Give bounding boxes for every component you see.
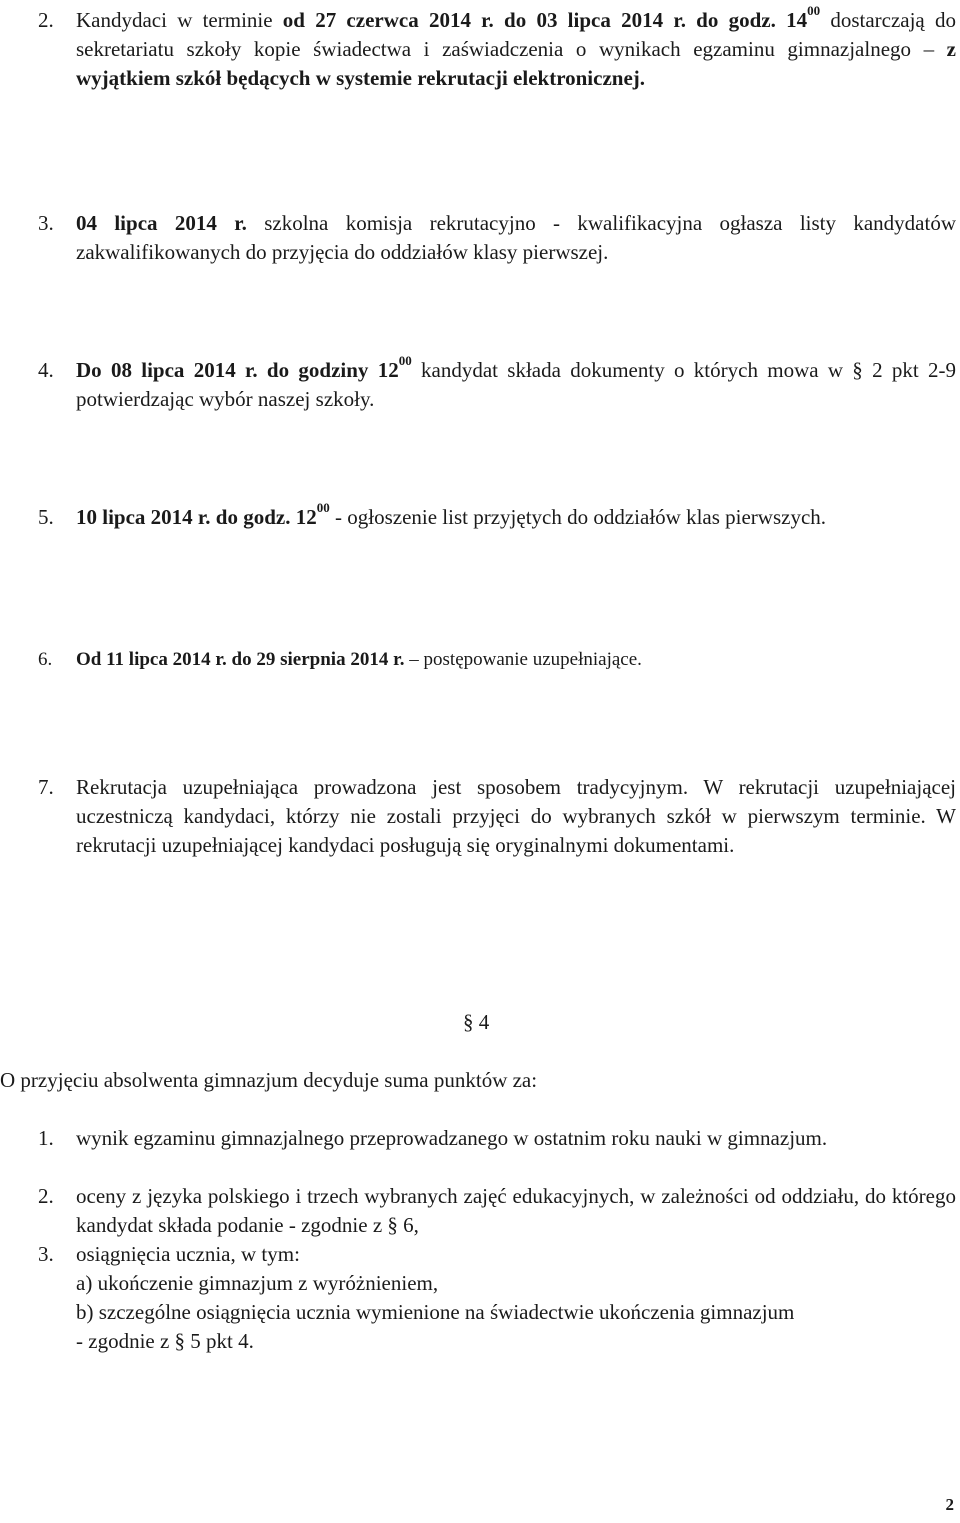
item-number: 3. (38, 211, 54, 235)
item-text: oceny z języka polskiego i trzech wybranych zajęć edukacyjnych, w zależności od oddziału, do którego kandydat składa podanie - zgodnie z § 6, (76, 1184, 956, 1237)
item-number: 6. (38, 649, 53, 670)
item-text: 04 lipca 2014 r. szkolna komisja rekrutacyjno - kwalifikacyjna ogłasza listy kandydatów zakwalifikowanych do przyjęcia do oddziałów klasy pierwszej. (76, 211, 957, 264)
sub-item: - zgodnie z § 5 pkt 4. (76, 1329, 254, 1353)
item-text: 10 lipca 2014 r. do godz. $12^{00}$ - ogłoszenie list przyjętych do oddziałów klas pierwszych. (76, 500, 827, 529)
item-text: osiągnięcia ucznia, w tym: a) ukończenie gimnazjum z wyróżnieniem, b) szczególne osiągnięcia ucznia wymienione na świadectwie ukończenia gimnazjum - zgodnie z § 5 pkt 4. (76, 1240, 956, 1356)
item-text: wynik egzaminu gimnazjalnego przeprowadzanego w ostatnim roku nauki w gimnazjum. (76, 1126, 828, 1150)
schedule-item-4 (38, 353, 957, 414)
item-number: 4. (38, 358, 54, 382)
schedule-item-3 (38, 209, 956, 267)
schedule-item-2 (38, 3, 956, 93)
item-number: 3. (38, 1242, 54, 1266)
sub-item: a) ukończenie gimnazjum z wyróżnieniem, (76, 1271, 439, 1295)
item-text: Kandydaci w terminie od 27 czerwca 2014 r. do 03 lipca 2014 r. do godz. $14^{00}$ dostarczają do sekretariatu szkoły kopie świadectwa i zaświadczenia o wynikach egzaminu gimnazjalnego – z wyjątkiem szkół będących w systemie rekrutacji elektronicznej. (76, 3, 956, 90)
schedule-item-6 (38, 645, 956, 674)
item-text: Rekrutacja uzupełniająca prowadzona jest sposobem tradycyjnym. W rekrutacji uzupełniającej uczestniczą kandydaci, którzy nie zostali przyjęci do wybranych szkół w pierwszym terminie. W rekrutacji uzupełniającej kandydaci posługują się oryginalnymi dokumentami. (76, 775, 956, 857)
criteria-intro: O przyjęciu absolwenta gimnazjum decyduje suma punktów za: (0, 1068, 538, 1092)
item-number: 1. (38, 1126, 54, 1150)
page-number: 2 (945, 1495, 954, 1514)
schedule-item-7 (38, 773, 956, 860)
criteria-item-3 (38, 1240, 956, 1356)
item-number: 7. (38, 775, 54, 799)
section-heading: § 4 (463, 1010, 490, 1034)
item-number: 2. (38, 8, 54, 32)
criteria-item-1 (38, 1124, 956, 1153)
item-number: 5. (38, 505, 54, 529)
sub-item: b) szczególne osiągnięcia ucznia wymienione na świadectwie ukończenia gimnazjum (76, 1300, 795, 1324)
schedule-item-5 (38, 500, 956, 532)
item-text: Od 11 lipca 2014 r. do 29 sierpnia 2014 r. – postępowanie uzupełniające. (76, 649, 642, 670)
item-number: 2. (38, 1184, 54, 1208)
item-text: Do 08 lipca 2014 r. do godziny $12^{00}$ kandydat składa dokumenty o których mowa w § 2 pkt 2-9 potwierdzając wybór naszej szkoły. (76, 353, 957, 411)
criteria-item-2 (38, 1182, 956, 1240)
